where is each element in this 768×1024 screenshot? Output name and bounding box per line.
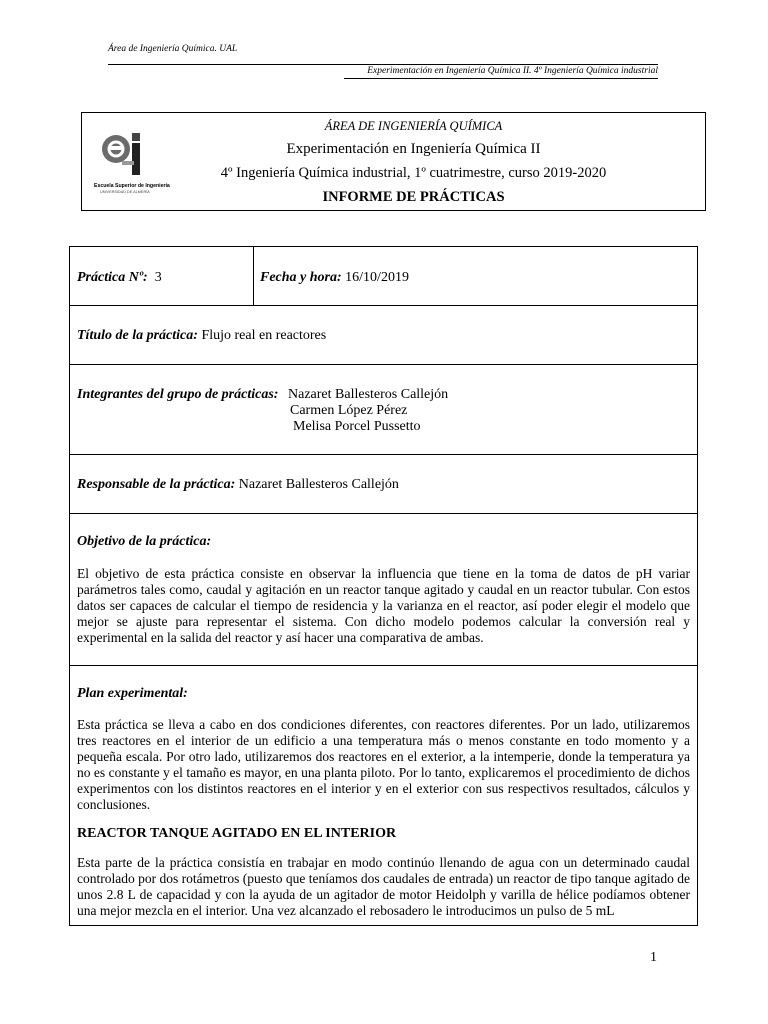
objetivo-text: El objetivo de esta práctica consiste en observar la influencia que tiene en la toma de datos de pH variar parámetros tales como, caudal y agitación en un reactor tanque agitado y caudal en un reactor tubular. Con estos datos ser capaces de calcular el tiempo de residencia y la varianza en el reactor, así poder elegir el modelo que mejor se ajuste para representar el sistema. Con dicho modelo podemos calcular la conversión real y experimental en la salida del reactor y así hacer una comparativa de ambas. (77, 566, 690, 645)
titulo-field: Título de la práctica: Flujo real en reactores (77, 328, 327, 343)
section-text: Esta parte de la práctica consistía en trabajar en modo continúo llenando de agua con un determinado caudal controlado por dos rotámetros (puesto que teníamos dos caudales de entrada) un reactor de tipo tanque agitado de unos 2.8 L de capacidad y con la ayuda de un agitador de motor Heidolph y varilla de hélice podíamos obtener una mejor mezcla en el interior. Una vez alcanzado el rebosadero le introducimos un pulso de 5 mL (77, 855, 690, 918)
report-form (69, 246, 698, 926)
page-number: 1 (650, 950, 657, 965)
integrante-3: Melisa Porcel Pussetto (293, 419, 421, 434)
svg-text:Escuela Superior de Ingeniería: Escuela Superior de Ingeniería (94, 183, 170, 189)
integrante-1: Nazaret Ballesteros Callejón (288, 387, 449, 402)
responsable-field: Responsable de la práctica: Nazaret Ballesteros Callejón (77, 477, 399, 492)
plan-text: Esta práctica se lleva a cabo en dos condiciones diferentes, con reactores diferentes. Por un lado, utilizaremos tres reactores en el interior de un edificio a una temperatura más o menos constante en todo momento y a pequeña escala. Por otro lado, utilizaremos dos reactores en el exterior, a la intemperie, donde la temperatura ya no es constante y el tamaño es mayor, en una planta piloto. Por lo tanto, explicaremos el procedimiento de dichos experimentos con los distintos reactores en el interior y en el exterior con sus respectivos resultados, cálculos y conclusiones. (77, 717, 690, 812)
header-divider (108, 64, 658, 65)
row-objetivo (70, 514, 697, 666)
header-right: Experimentación en Ingeniería Química II. 4º Ingeniería Química industrial (367, 66, 658, 76)
svg-text:UNIVERSIDAD DE ALMERÍA: UNIVERSIDAD DE ALMERÍA (100, 190, 150, 194)
column-divider (253, 247, 254, 305)
course-title: Experimentación en Ingeniería Química II (286, 141, 541, 157)
practica-field: Práctica Nº: 3 (77, 270, 162, 285)
header-left: Área de Ingeniería Química. UAL (108, 44, 238, 54)
row-plan (70, 666, 697, 926)
integrante-2: Carmen López Pérez (290, 403, 408, 418)
title-box (81, 112, 706, 211)
row-practica-fecha (70, 247, 697, 306)
report-title: INFORME DE PRÁCTICAS (322, 189, 505, 205)
plan-label: Plan experimental: (77, 686, 188, 701)
row-responsable (70, 455, 697, 514)
objetivo-label: Objetivo de la práctica: (77, 534, 212, 549)
area-title: ÁREA DE INGENIERÍA QUÍMICA (324, 119, 503, 133)
school-logo (92, 127, 172, 197)
header-underline (344, 78, 658, 79)
section-title: REACTOR TANQUE AGITADO EN EL INTERIOR (77, 826, 397, 841)
row-integrantes (70, 365, 697, 455)
row-titulo (70, 306, 697, 365)
integrantes-label: Integrantes del grupo de prácticas: (77, 387, 279, 402)
degree-line: 4º Ingeniería Química industrial, 1º cuatrimestre, curso 2019-2020 (220, 165, 607, 181)
fecha-field: Fecha y hora: 16/10/2019 (260, 270, 409, 285)
